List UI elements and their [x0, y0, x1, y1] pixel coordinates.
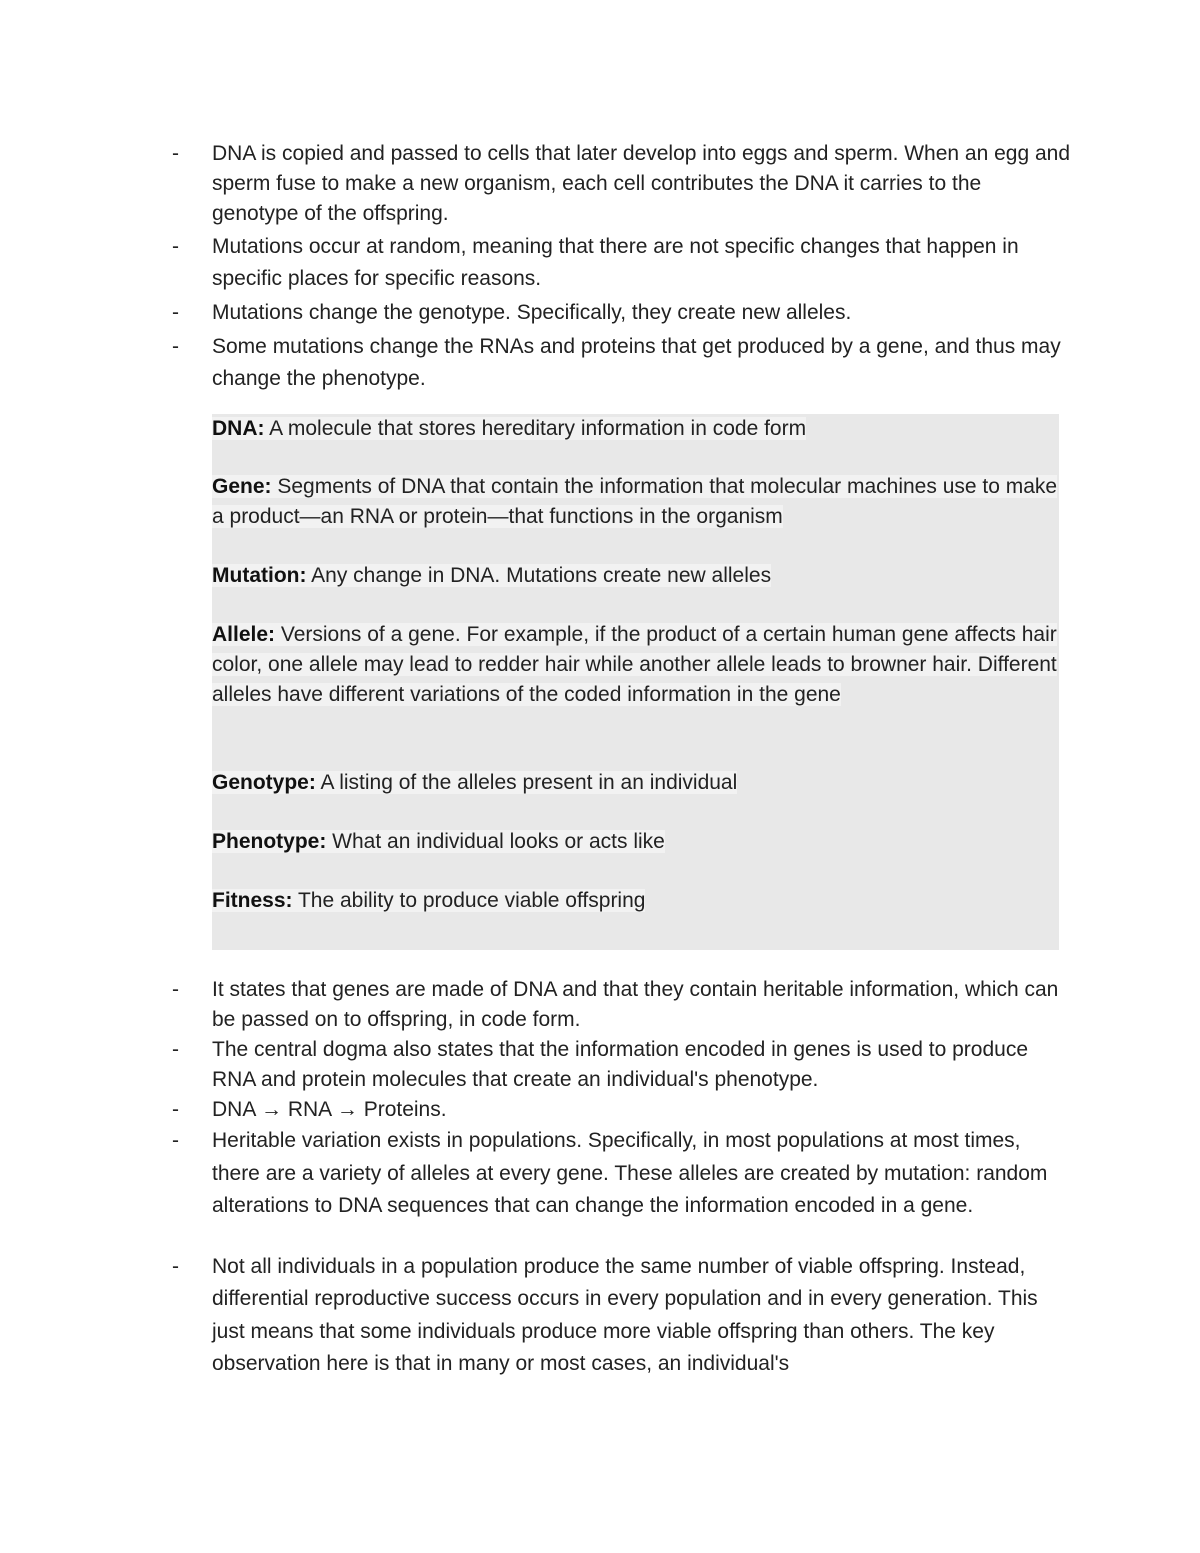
- definition-text: Any change in DNA. Mutations create new alleles: [306, 564, 772, 587]
- bullet-dash: -: [172, 335, 179, 358]
- definition-text: What an individual looks or acts like: [326, 830, 665, 853]
- bullet-dash: -: [172, 301, 179, 324]
- later-bullet-list: [172, 975, 1072, 1381]
- definition-term: Gene:: [212, 475, 272, 498]
- list-item: [172, 331, 1072, 395]
- list-item-text: It states that genes are made of DNA and that they contain heritable information, which can be passed on to offspring, in code form.: [212, 978, 1059, 1031]
- definition-gene: [212, 472, 1062, 532]
- list-item: [172, 1125, 1072, 1223]
- list-item-text: Not all individuals in a population produce the same number of viable offspring. Instead, differential reproductive success occurs in every population and in every generation. This just means that some individuals produce more viable offspring than others. The key observation here is that in many or most cases, an individual's: [212, 1254, 1038, 1375]
- bullet-dash: -: [172, 235, 179, 258]
- definition-text: A listing of the alleles present in an individual: [315, 771, 738, 794]
- list-item-text: DNA → RNA → Proteins.: [212, 1098, 447, 1121]
- bullet-dash: -: [172, 142, 179, 165]
- definition-text: The ability to produce viable offspring: [292, 889, 646, 912]
- definition-phenotype: [212, 827, 665, 857]
- list-item: [172, 297, 1072, 329]
- definition-fitness: [212, 886, 645, 916]
- definition-term: Allele:: [212, 623, 276, 646]
- bullet-dash: -: [172, 1038, 179, 1061]
- list-item-text: Mutations occur at random, meaning that there are not specific changes that happen in specific places for specific reasons.: [212, 235, 1019, 290]
- definition-genotype: [212, 768, 737, 798]
- definition-term: Fitness:: [212, 889, 293, 912]
- definition-term: Genotype:: [212, 771, 316, 794]
- list-item-text: The central dogma also states that the information encoded in genes is used to produce RNA and protein molecules that create an individual's phenotype.: [212, 1038, 1029, 1091]
- definition-mutation: [212, 561, 771, 591]
- bullet-dash: -: [172, 1098, 179, 1121]
- definition-allele: [212, 620, 1062, 710]
- definition-term: Mutation:: [212, 564, 307, 587]
- definitions-box: [212, 414, 1059, 950]
- definition-term: Phenotype:: [212, 830, 327, 853]
- bullet-dash: -: [172, 1254, 179, 1278]
- list-item: [172, 139, 1072, 229]
- list-item-text: Some mutations change the RNAs and proteins that get produced by a gene, and thus may change the phenotype.: [212, 335, 1061, 390]
- bullet-dash: -: [172, 1129, 179, 1152]
- intro-bullet-list: [172, 139, 1072, 397]
- list-item: [172, 231, 1072, 295]
- list-item-text: DNA is copied and passed to cells that later develop into eggs and sperm. When an egg and sperm fuse to make a new organism, each cell contributes the DNA it carries to the genotype of the offspring.: [212, 142, 1071, 225]
- list-item: [172, 975, 1072, 1035]
- definition-dna: [212, 414, 806, 444]
- definition-text: Versions of a gene. For example, if the product of a certain human gene affects hair color, one allele may lead to redder hair while another allele leads to browner hair. Different alleles have different variations of the coded information in the gene: [212, 623, 1057, 706]
- list-item: [172, 1035, 1072, 1095]
- definition-term: DNA:: [212, 417, 265, 440]
- definition-text: Segments of DNA that contain the information that molecular machines use to make a product—an RNA or protein—that functions in the organism: [212, 475, 1058, 528]
- definition-text: A molecule that stores hereditary information in code form: [264, 417, 807, 440]
- list-item-text: Heritable variation exists in populations. Specifically, in most populations at most times, there are a variety of alleles at every gene. These alleles are created by mutation: random alterations to DNA sequences that can change the information encoded in a gene.: [212, 1129, 1048, 1217]
- bullet-dash: -: [172, 978, 179, 1001]
- list-item-text: Mutations change the genotype. Specifically, they create new alleles.: [212, 301, 852, 324]
- list-item: [172, 1251, 1072, 1381]
- list-item: [172, 1095, 1072, 1125]
